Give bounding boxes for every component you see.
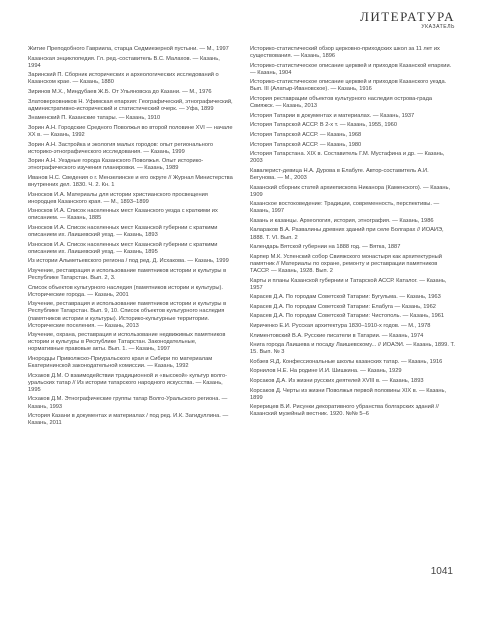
bibliography-entry: Иванов Н.С. Сведения о г. Мензелинске и его округе // Журнал Министерства внутренних дел. 1830. Ч. 2. Кн. 1 bbox=[28, 174, 233, 188]
bibliography-entry: Зорин А.Н. Уездные города Казанского Поволжья. Опыт историко-этнографического изучения планировки. — Казань, 1989 bbox=[28, 158, 204, 172]
bibliography-entry: Историко-статистическое описание церквей и приходов Казанской епархии. — Казань, 1904 bbox=[250, 62, 452, 76]
bibliography-entry: Изучение, охрана, реставрация и использование недвижимых памятников истории и культуры в Республике Татарстан. Законодательные, нормативные правовые акты. Вып. 1. — Казань, 1997 bbox=[28, 332, 226, 353]
bibliography-entry: Зорин А.Н. Городские Средного Поволжья во второй половине XVI — начале XX в. — Казань, 1992 bbox=[28, 124, 233, 138]
bibliography-entry: Карты и планы Казанской губернии и Татарской АССР. Каталог. — Казань, 1957 bbox=[250, 277, 447, 291]
bibliography-entry: История Татарии в документах и материалах. — Казань, 1937 bbox=[250, 112, 415, 119]
bibliography-entry: Корнилов Н.Е. На родине И.И. Шишкина. — Казань, 1929 bbox=[250, 368, 402, 375]
bibliography-entry: Историко-статистическое описание церквей и приходов Казанского уезда. Вып. III (Алатыр-Ивановское). — Казань, 1916 bbox=[250, 79, 447, 93]
bibliography-entry: История Татарской АССР. — Казань, 1980 bbox=[250, 141, 362, 148]
bibliography-entry: Карасев Д.А. По городам Советской Татарии: Чистополь. — Казань, 1961 bbox=[250, 313, 445, 320]
bibliography-entry: Калараков В.А. Развалины древних зданий при селе Болгарах // ИОАИЭ, 1888. Т. VI. Вып. 2 bbox=[250, 227, 444, 241]
bibliography-entry: Зиринов М.Х., Миндубаев Ж.Б. От Ульяновска до Казани. — М., 1976 bbox=[28, 88, 212, 95]
bibliography-entry: Казанское востоковедение: Традиции, современность, перспективы. — Казань, 1997 bbox=[250, 201, 440, 215]
page-header bbox=[360, 10, 455, 30]
bibliography-entry: Изучение, реставрация и использование памятников истории и культуры в Республике Татарстан. Вып. 9, 10. Список объектов культурного наследия (памятников истории и культуры). Историко-культурные территории. Исторические поселения. — Казань, 2013 bbox=[28, 301, 227, 329]
bibliography-entry: Инородцы Приволжско-Приуральского края и Сибири по материалам Екатерининской законодательной комиссии. — Казань, 1992 bbox=[28, 355, 213, 370]
bibliography-entry: Знаменский П. Казанские татары. — Казань, 1910 bbox=[28, 115, 161, 122]
bibliography-entry: История Татарской АССР. В 2-х т. — Казань, 1955, 1960 bbox=[250, 122, 398, 129]
bibliography-entry: Житие Преподобного Гавриила, старца Седмиезерной пустыни. — М., 1997 bbox=[28, 46, 229, 52]
bibliography-entry: Карасев Д.А. По городам Советской Татарии: Елабуга — Казань, 1962 bbox=[250, 303, 436, 310]
bibliography-entry: История реставрации объектов культурного наследия острова-града Свияжск. — Казань, 2013 bbox=[250, 96, 433, 110]
bibliography-entry: Корсаков Д. Черты из жизни Поволжья первой половины XIX в. — Казань, 1899 bbox=[250, 387, 447, 401]
bibliography-entry: Кавалерист-девица Н.А. Дурова в Елабуге. Автор-составитель А.И. Бегунова. — М., 2003 bbox=[250, 167, 429, 181]
bibliography-entry: Керерицев В.И. Рисунки декоративного убранства болгарских зданий // Казанский музейный вестник. 1920. №№ 5–6 bbox=[250, 404, 439, 418]
bibliography-entry: Износков И.А. Список населенных мест Казанской губернии с краткими описанием их. Лаишевский уезд. — Казань, 1895 bbox=[28, 241, 218, 255]
bibliography-columns bbox=[28, 46, 459, 606]
bibliography-entry: Карасев Д.А. По городам Советской Татарии: Бугульма. — Казань, 1963 bbox=[250, 294, 441, 301]
bibliography-entry: История Казани в документах и материалах / под ред. И.К. Загидуллина. — Казань, 2011 bbox=[28, 413, 229, 427]
bibliography-entry: Изучение, реставрация и использование памятников истории и культуры в Республике Татарстан. Вып. 2, 3. bbox=[28, 267, 227, 282]
bibliography-entry: Книга города Лаишева и посаду Лаишевскому... // ИОАЭИ. — Казань, 1899. Т. 15. Вып. № 3 bbox=[250, 342, 455, 356]
bibliography-entry: История Татарстана. XIX в. Составитель Г.М. Мустафина и др. — Казань, 2003 bbox=[250, 151, 445, 165]
bibliography-entry: Износков И.А. Список населенных мест Казанского уезда с краткими их описанием. — Казань, 1885 bbox=[28, 208, 218, 222]
bibliography-entry: Список объектов культурного наследия (памятников истории и культуры). Исторические города. — Казань, 2001 bbox=[28, 284, 223, 298]
bibliography-entry: Кириченко Е.И. Русская архитектура 1830–1910-х годов. — М., 1978 bbox=[250, 323, 431, 329]
running-title: ЛИТЕРАТУРА bbox=[360, 9, 455, 24]
left-column bbox=[28, 46, 233, 430]
bibliography-entry: Казань и казанцы. Археология, история, этнография. — Казань, 1986 bbox=[250, 217, 434, 224]
right-column bbox=[250, 46, 455, 421]
bibliography-entry: Исхаков Д.М. О взаимодействии традиционной и «высокой» культур волго-уральских татар // Из истории татарского народного искусства. — Казань, 1995 bbox=[28, 372, 228, 393]
bibliography-entry: Климентовский В.А. Русские писатели в Татарии. — Казань, 1974 bbox=[250, 332, 424, 339]
bibliography-entry: История Татарской АССР. — Казань, 1968 bbox=[250, 131, 362, 138]
bibliography-entry: Износков И.А. Список населенных мест Казанской губернии с краткими описанием их. Лаишевский уезд. — Казань, 1893 bbox=[28, 224, 218, 239]
page-number: 1041 bbox=[430, 566, 453, 577]
running-subtitle: УКАЗАТЕЛЬ bbox=[421, 24, 455, 30]
bibliography-entry: Казанская энциклопедия. Гл. ред.-составитель В.С. Малахов. — Казань, 1994 bbox=[28, 55, 220, 69]
bibliography-entry: Историко-статистический обзор церковно-приходских школ за 11 лет их существования. — Казань, 1896 bbox=[250, 46, 440, 60]
bibliography-entry: Казанский сборник статей архиепископа Никанора (Каменского). — Казань, 1909 bbox=[250, 184, 451, 198]
bibliography-entry: Кобзев Я.Д. Конфессиональные школы казанских татар. — Казань, 1916 bbox=[250, 358, 443, 365]
bibliography-entry: Златоверховников Н. Уфимская епархия: Географический, этнографический, административно-исторический и статистический очерк. — Уфа, 1899 bbox=[28, 98, 233, 112]
bibliography-entry: Корсаков Д.А. Из жизни русских деятелей XVIII в. — Казань, 1893 bbox=[250, 378, 424, 385]
bibliography-entry: Заринский П. Сборник исторических и археологических исследований о Казанском крае. — Казань, 1880 bbox=[28, 72, 219, 86]
bibliography-entry: Карпер М.К. Успенский собор Свияжского монастыря как архитектурный памятник // Материалы по охране, ремонту и реставрации памятников ТАССР. — Казань, 1928. Вып. 2 bbox=[250, 253, 442, 274]
bibliography-entry: Зорин А.Н. Застройка и экология малых городов: опыт регионального историко-этнографического исследования. — Казань, 1999 bbox=[28, 141, 214, 155]
bibliography-entry: Износков И.А. Материалы для истории христианского просвещения инородцев Казанского края. — М., 1893–1899 bbox=[28, 191, 208, 205]
bibliography-entry: Календарь Вятской губернии на 1888 год. — Вятка, 1887 bbox=[250, 244, 401, 251]
bibliography-entry: Исхаков Д.М. Этнографические группы татар Волго-Уральского региона. — Казань, 1993 bbox=[28, 396, 228, 410]
bibliography-entry: Из истории Альметьевского региона / под ред. Д. Исхакова. — Казань, 1999 bbox=[28, 258, 229, 265]
